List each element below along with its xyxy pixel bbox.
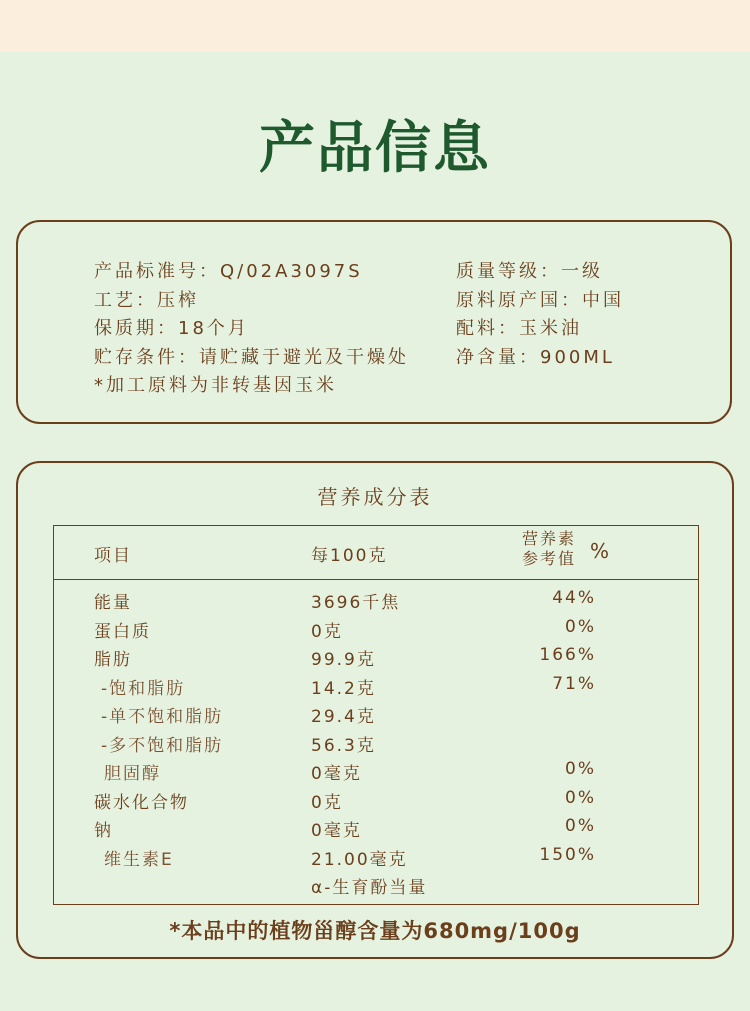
row-name: 钠	[94, 821, 113, 841]
info-grade: 质量等级：一级	[456, 261, 603, 282]
row-amount: 0克	[311, 621, 343, 642]
info-left-column	[94, 258, 409, 401]
row-amount: 99.9克	[311, 650, 376, 670]
page-title: 产品信息	[259, 116, 491, 181]
row-name: -单不饱和脂肪	[101, 707, 224, 727]
info-standard: 产品标准号：Q/02A3097S	[94, 261, 363, 282]
row-name: 维生素E	[104, 849, 174, 870]
row-amount: 0克	[311, 792, 343, 813]
row-name: 蛋白质	[94, 621, 151, 642]
row-nrv: 44%	[552, 588, 596, 608]
header-nrv	[522, 529, 576, 569]
info-non-gmo-note: *加工原料为非转基因玉米	[94, 375, 337, 396]
row-nrv: 0%	[565, 616, 596, 637]
row-amount: 56.3克	[311, 735, 376, 756]
table-row	[54, 645, 698, 673]
header-item: 项目	[94, 546, 132, 566]
row-extra-note: α-生育酚当量	[311, 877, 428, 898]
row-nrv: 150%	[539, 844, 596, 865]
phytosterol-footnote: *本品中的植物甾醇含量为680mg/100g	[169, 919, 581, 943]
table-row	[54, 702, 698, 730]
row-amount: 14.2克	[311, 678, 376, 699]
row-name: 脂肪	[94, 650, 132, 670]
row-amount: 0毫克	[311, 764, 362, 784]
row-nrv: 71%	[552, 673, 596, 694]
nutrition-facts-box	[16, 461, 734, 959]
table-row	[54, 588, 698, 616]
table-row	[54, 816, 698, 844]
row-name: -饱和脂肪	[101, 678, 186, 699]
header-nrv-percent: %	[590, 539, 610, 563]
info-ingredients: 配料：玉米油	[456, 318, 582, 339]
info-storage: 贮存条件：请贮藏于避光及干燥处	[94, 346, 409, 368]
row-amount: 21.00毫克	[311, 849, 408, 870]
table-row	[54, 788, 698, 816]
info-shelf-life: 保质期：18个月	[94, 318, 249, 339]
nutrition-table	[53, 525, 699, 905]
row-nrv: 166%	[539, 645, 596, 665]
row-nrv: 0%	[565, 816, 596, 836]
table-row	[54, 844, 698, 898]
info-net-content: 净含量：900ML	[456, 346, 615, 368]
row-name: -多不饱和脂肪	[101, 735, 224, 756]
table-row	[54, 759, 698, 787]
table-row	[54, 674, 698, 702]
row-nrv: 0%	[565, 787, 596, 808]
info-right-column	[456, 258, 624, 372]
row-name: 能量	[94, 593, 132, 613]
info-origin: 原料原产国：中国	[456, 289, 624, 311]
header-nrv-line2: 参考值	[522, 549, 577, 568]
nutrition-title: 营养成分表	[317, 485, 433, 509]
row-amount: 29.4克	[311, 707, 376, 727]
top-banner-strip	[0, 0, 750, 52]
table-row	[54, 617, 698, 645]
product-info-box	[16, 220, 732, 424]
info-process: 工艺：压榨	[94, 289, 199, 311]
row-name: 胆固醇	[104, 764, 161, 784]
row-name: 碳水化合物	[94, 792, 189, 813]
nutrition-table-header	[54, 526, 698, 580]
row-amount: 0毫克	[311, 821, 362, 841]
header-per-100g: 每100克	[311, 546, 388, 566]
row-amount: 3696千焦	[311, 593, 401, 613]
header-nrv-line1: 营养素	[522, 529, 577, 548]
row-nrv: 0%	[565, 759, 596, 779]
table-row	[54, 731, 698, 759]
